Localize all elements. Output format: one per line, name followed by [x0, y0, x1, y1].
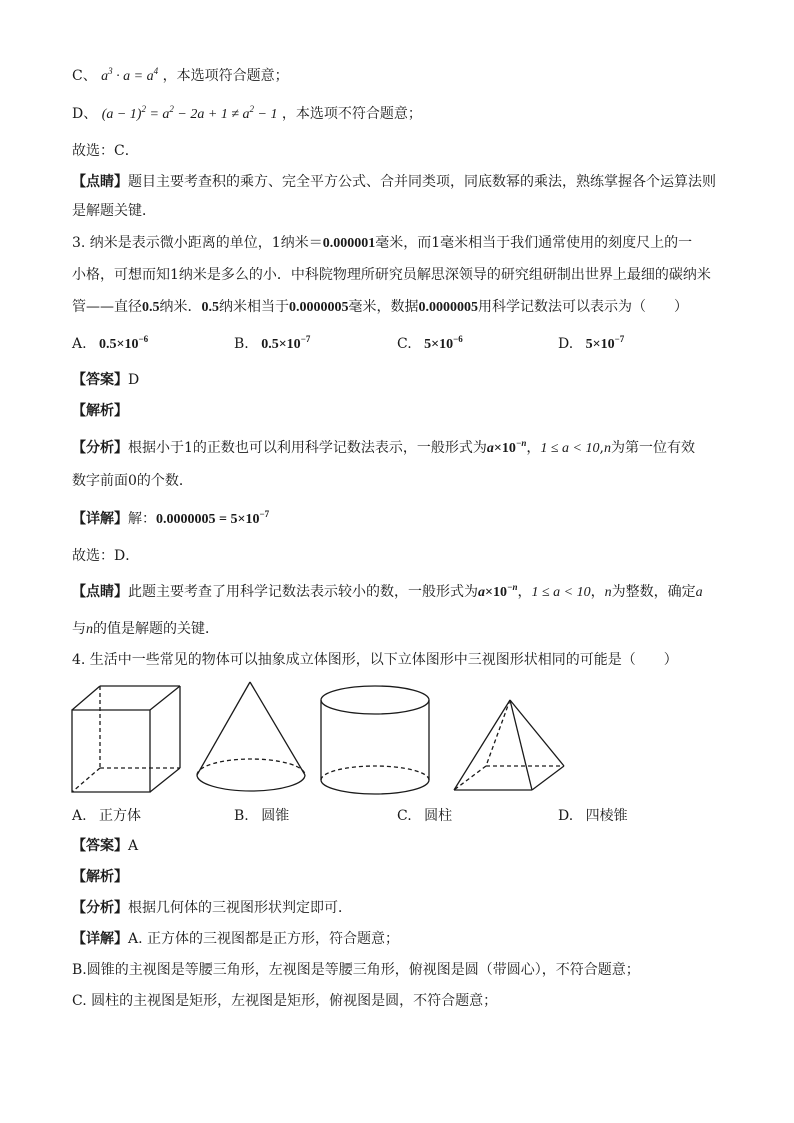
q3-answer-value: D [128, 372, 140, 388]
q4-option-c[interactable] [397, 806, 452, 826]
q4-analysis-tag: 【解析】 [72, 869, 128, 885]
q3-comment-2 [72, 619, 219, 640]
q3-stem-3e: 纳米相当于 [219, 299, 289, 315]
q4-fenxi [72, 898, 352, 918]
q3-fenxi-n: n [603, 441, 611, 456]
q2-comment-text-1: 题目主要考查积的乘方、完全平方公式、合并同类项，同底数幂的乘法，熟练掌握各个运算法则 [128, 174, 716, 190]
q3-xiangjie-text: 解： [128, 511, 156, 527]
q3-option-letter: A. [72, 336, 87, 352]
q4-option-label: 正方体 [99, 808, 142, 824]
cube-figure [70, 684, 184, 796]
q3-stem-3i: 用科学记数法可以表示为（ ） [478, 299, 688, 315]
q3-option-value: $5\times 10^{-6}$ [424, 334, 463, 352]
pyramid-figure [452, 698, 568, 794]
comment-tag: 【点睛】 [72, 584, 128, 600]
q4-answer [72, 836, 138, 856]
q3-fenxi-cond: 1 ≤ a < 10 [540, 441, 600, 456]
q3-option-value: $0.5\times 10^{-6}$ [99, 334, 149, 352]
cylinder-figure [318, 684, 434, 800]
xiangjie-tag: 【详解】 [72, 511, 128, 527]
cube-front-face [72, 710, 150, 792]
q3-comment-cond: 1 ≤ a < 10 [531, 585, 591, 600]
q3-stem-1c: 毫米，而1毫米相当于我们通常使用的刻度尺上的一 [375, 235, 693, 251]
q4-xiangjie [72, 929, 399, 949]
q3-option-letter: B. [234, 336, 249, 352]
q3-stem-1 [72, 233, 692, 254]
q4-fenxi-text: 根据几何体的三视图形状判定即可． [128, 900, 352, 916]
q2-comment-2: 是解题关键． [72, 203, 156, 219]
cube-edge [150, 686, 180, 710]
q3-stem-3f: 0.0000005 [289, 300, 349, 315]
option-d-line [72, 104, 422, 125]
cone-figure [194, 680, 308, 798]
cone-base-front [197, 775, 305, 791]
cylinder-base-back [321, 766, 429, 780]
option-d-suffix: ，本选项不符合题意； [281, 106, 422, 122]
q3-option-b[interactable] [234, 334, 310, 355]
q3-comment-c: 为整数，确定 [611, 584, 696, 600]
q3-comment-a-var: a [695, 585, 703, 600]
q3-xiangjie-formula: $0.0000005 = 5\times 10^{-7}$ [156, 509, 270, 527]
q4-option-label: 圆柱 [424, 808, 453, 824]
option-d-prefix: D、 [72, 106, 98, 122]
q3-stem-1a: 3. 纳米是表示微小距离的单位，1纳米＝ [72, 235, 323, 251]
q3-fenxi-1c: 为第一位有效 [610, 440, 695, 456]
q3-comment-n: n [604, 585, 612, 600]
q3-option-a[interactable] [72, 334, 148, 355]
q3-fenxi-formula: $a\times 10^{-n}$ [486, 438, 527, 456]
fenxi-tag: 【分析】 [72, 440, 128, 456]
q3-comment-n2: n [86, 622, 93, 637]
q3-fenxi-2: 数字前面0的个数． [72, 473, 193, 489]
q4-option-letter: D. [558, 808, 574, 824]
cube-hidden-edge [72, 768, 100, 792]
pyramid-edge [454, 700, 510, 790]
option-c-line [72, 66, 289, 87]
pyramid-hidden-edge [454, 766, 486, 790]
comment-tag: 【点睛】 [72, 174, 128, 190]
q3-comment-a: 此题主要考查了用科学记数法表示较小的数，一般形式为 [128, 584, 478, 600]
q3-stem-3b: 0.5 [142, 300, 160, 315]
cube-edge [72, 686, 100, 710]
pyramid-edge [532, 766, 564, 790]
option-c-suffix: ，本选项符合题意； [162, 68, 289, 84]
q3-stem-3a: 管——直径 [72, 299, 142, 315]
q3-option-letter: D. [558, 336, 574, 352]
fenxi-tag: 【分析】 [72, 900, 128, 916]
cylinder-base-front [321, 780, 429, 794]
q4-answer-value: A [128, 838, 139, 854]
q4-option-letter: B. [234, 808, 249, 824]
q3-xiangjie [72, 509, 269, 530]
q3-stem-1b: 0.000001 [322, 236, 376, 251]
q4-option-a[interactable] [72, 806, 141, 826]
q4-option-b[interactable] [234, 806, 289, 826]
q3-stem-3c: 纳米． [159, 299, 202, 315]
q4-line-b: B.圆锥的主视图是等腰三角形，左视图是等腰三角形，俯视图是圆（带圆心），不符合题意； [72, 962, 640, 978]
q4-option-letter: A. [72, 808, 87, 824]
q4-option-d[interactable] [558, 806, 628, 826]
q3-analysis-tag: 【解析】 [72, 403, 128, 419]
q3-option-value: $0.5\times 10^{-7}$ [261, 334, 311, 352]
q3-answer [72, 370, 139, 390]
q4-option-label: 四棱锥 [585, 808, 628, 824]
q3-option-value: $5\times 10^{-7}$ [585, 334, 625, 352]
q3-stem-3 [72, 297, 688, 318]
q2-choice: 故选：C． [72, 143, 139, 159]
q3-fenxi-1: 【分析】根据小于1的正数也可以利用科学记数法表示，一般形式为$a\times 10^{-n}$，1 ≤ a < 10,n为第一位有效 [72, 438, 695, 456]
q4-stem: 4. 生活中一些常见的物体可以抽象成立体图形，以下立体图形中三视图形状相同的可能是（ ） [72, 652, 678, 668]
q3-stem-3h: 0.0000005 [418, 300, 478, 315]
option-c-prefix: C、 [72, 68, 97, 84]
answer-tag: 【答案】 [72, 372, 128, 388]
answer-tag: 【答案】 [72, 838, 128, 854]
q4-option-letter: C. [397, 808, 412, 824]
q3-stem-2: 小格，可想而知1纳米是多么的小．中科院物理所研究员解思深领导的研究组研制出世界上最细的碳纳米 [72, 267, 711, 283]
q3-comment-e: 的值是解题的关键． [93, 621, 219, 637]
q3-fenxi-1a: 根据小于1的正数也可以利用科学记数法表示，一般形式为 [128, 440, 487, 456]
q3-choice: 故选：D． [72, 548, 140, 564]
q3-comment-d: 与 [72, 621, 86, 637]
q2-comment-1 [72, 172, 716, 192]
q3-option-letter: C. [397, 336, 412, 352]
q3-comment-b: ， [517, 584, 532, 600]
q3-comment-1: 【点睛】此题主要考查了用科学记数法表示较小的数，一般形式为$a\times 10^{-n}$，1 ≤ a < 10，n为整数，确定a [72, 582, 703, 600]
q4-xiangjie-a: A. 正方体的三视图都是正方形，符合题意； [128, 931, 400, 947]
q3-stem-3d: 0.5 [201, 300, 219, 315]
q3-fenxi-1b: ， [526, 440, 541, 456]
q3-comment-formula: $a\times 10^{-n}$ [478, 582, 518, 600]
q4-line-c: C. 圆柱的主视图是矩形，左视图是矩形，俯视图是圆，不符合题意； [72, 993, 498, 1009]
q3-option-c[interactable] [397, 334, 463, 355]
cone-base-back [197, 759, 305, 775]
option-c-formula: $a^3 \cdot a = a^4$ [101, 66, 159, 84]
q3-stem-3g: 毫米，数据 [348, 299, 419, 315]
option-d-formula: $(a - 1)^2 = a^2 - 2a + 1 \ne a^2 - 1$ [101, 104, 278, 122]
q4-option-label: 圆锥 [261, 808, 290, 824]
cylinder-top [321, 686, 429, 714]
q3-option-d[interactable] [558, 334, 624, 355]
xiangjie-tag: 【详解】 [72, 931, 128, 947]
cube-edge [150, 768, 180, 792]
